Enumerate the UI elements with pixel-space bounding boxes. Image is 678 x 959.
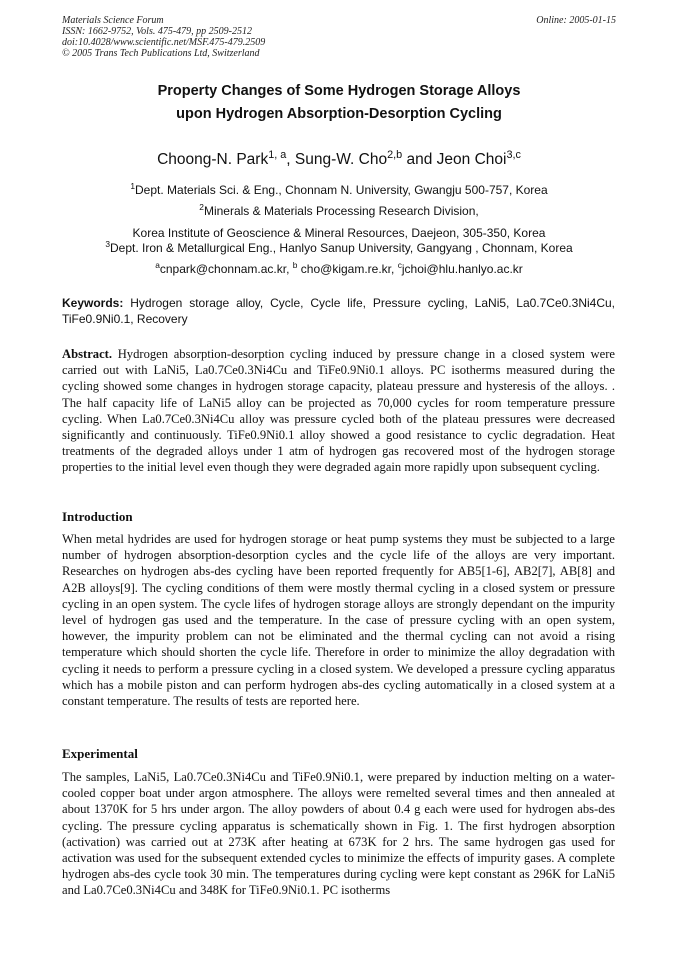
affiliation-2-number: 2: [199, 202, 204, 212]
publication-meta: [62, 15, 616, 59]
doi: doi:10.4028/www.scientific.net/MSF.475-479.2509: [62, 37, 266, 48]
abstract-label: Abstract.: [62, 347, 113, 361]
keywords-text: Hydrogen storage alloy, Cycle, Cycle life, Pressure cycling, LaNi5, La0.7Ce0.3Ni4Cu, TiFe0.9Ni0.1, Recovery: [62, 296, 615, 326]
paper-title: [62, 80, 616, 126]
affiliation-1-number: 1: [130, 181, 136, 191]
affiliation-1: [62, 183, 616, 197]
introduction-heading: Introduction: [62, 509, 133, 524]
author-1: Choong-N. Park: [157, 151, 269, 168]
affiliation-3-text: Dept. Iron & Metallurgical Eng., Hanlyo Sanup University, Gangyang , Chonnam, Korea: [109, 241, 573, 255]
affiliation-1-text: Dept. Materials Sci. & Eng., Chonnam N. University, Gwangju 500-757, Korea: [135, 183, 548, 197]
author-2: Sung-W. Cho: [294, 151, 388, 168]
email-3[interactable]: jchoi@hlu.hanlyo.ac.kr: [401, 262, 523, 276]
experimental-text: The samples, LaNi5, La0.7Ce0.3Ni4Cu and TiFe0.9Ni0.1, were prepared by induction melting on a water-cooled copper boat under argon atmosphere. The alloys were remelted several times and then annealed at about 1370K for 5 hrs under argon. The alloy powders of about 0.4 g each were used for hydrogen abs-des cycling. The pressure cycling apparatus is schematically shown in Fig. 1. The first hydrogen absorption (activation) was carried out at 273K after heating at 673K for 2 hrs. The same hydrogen gas used for activation was used for the subsequent extended cycles to minimize the effects of impurity gases. A complete hydrogen abs-des cycle took 30 min. The temperatures during cycling were kept constant as 296K for LaNi5 and La0.7Ce0.3Ni4Cu and 348K for TiFe0.9Ni0.1. PC isotherms: [62, 770, 615, 898]
keywords-label: Keywords:: [62, 296, 124, 310]
affiliation-3-number: 3: [105, 239, 110, 249]
title-line-1: Property Changes of Some Hydrogen Storage Alloys: [157, 83, 521, 99]
author-1-affil: 1, a: [268, 148, 287, 161]
affiliation-2-line-2: Korea Institute of Geoscience & Mineral Resources, Daejeon, 305-350, Korea: [132, 226, 546, 240]
issn: ISSN: 1662-9752, Vols. 475-479, pp 2509-2512: [62, 26, 252, 37]
email-2[interactable]: cho@kigam.re.kr,: [300, 262, 395, 276]
copyright: © 2005 Trans Tech Publications Ltd, Switzerland: [62, 48, 260, 59]
affiliation-2-text: Minerals & Materials Processing Research Division,: [203, 204, 479, 218]
email-c-mark: c: [397, 260, 402, 270]
abstract: [62, 346, 615, 476]
affiliation-3: [62, 241, 616, 255]
author-3: and Jeon Choi: [406, 151, 507, 168]
email-b-mark: b: [292, 260, 298, 270]
introduction-text: When metal hydrides are used for hydrogen storage or heat pump systems they must be subjected to a large number of hydrogen absorption-desorption cycles and the cycle life of the alloys are very important. Researches on hydrogen abs-des cycling have been reported frequently for AB5[1-6], AB2[7], AB[8] and A2B alloys[9]. The cycling conditions of them were mostly thermal cycling in a closed system or pressure cycling in an open system. The cycle lifes of hydrogen storage alloys are strongly dependant on the impurity level of hydrogen gas used and the temperature. In the case of pressure cycling with an open system, however, the impurity problem can not be eliminated and the thermal cycling can not avoid a rising temperature which should shorten the cycle life. Therefore in order to minimize the alloy degradation with cycling it needs to perform a pressure cycling in a closed system. We developed a pressure cycling apparatus which has a mobile piston and can perform hydrogen abs-des cycling automatically in a closed system at a constant temperature. The results of tests are reported here.: [62, 532, 615, 709]
keywords: [62, 295, 615, 327]
journal-name: Materials Science Forum: [62, 15, 164, 26]
author-3-affil: 3,c: [506, 148, 521, 161]
experimental-heading: Experimental: [62, 746, 138, 761]
author-list: Choong-N. Park$^{1, a}$, Sung-W. Cho$^{2,b}$ and Jeon Choi$^{3,c}$: [157, 148, 521, 168]
online-date: Online: 2005-01-15: [536, 15, 616, 26]
email-a-mark: a: [155, 260, 160, 270]
title-line-2: upon Hydrogen Absorption-Desorption Cycling: [176, 106, 502, 122]
abstract-text: Hydrogen absorption-desorption cycling induced by pressure change in a closed system were carried out with LaNi5, La0.7Ce0.3Ni4Cu and TiFe0.9Ni0.1 alloys. PC isotherms measured during the cycling showed some changes in hydrogen storage capacity, plateau pressure and hysteresis of the alloys. . The half capacity life of LaNi5 alloy can be projected as 70,000 cycles for room temperature pressure cycling. When La0.7Ce0.3Ni4Cu alloy was pressure cycled both of the plateau pressures were decreased significantly and continuously. TiFe0.9Ni0.1 alloy showed a good resistance to cyclic degradation. Heat treatments of the degraded alloys under 1 atm of hydrogen gas recovered most of the hydrogen storage properties to the initial level even though they were degraded again more rapidly upon subsequent cycling.: [62, 347, 615, 475]
affiliation-2: [62, 204, 616, 218]
author-2-affil: 2,b: [387, 148, 403, 161]
email-addresses: [62, 262, 616, 276]
email-1[interactable]: cnpark@chonnam.ac.kr,: [159, 262, 290, 276]
